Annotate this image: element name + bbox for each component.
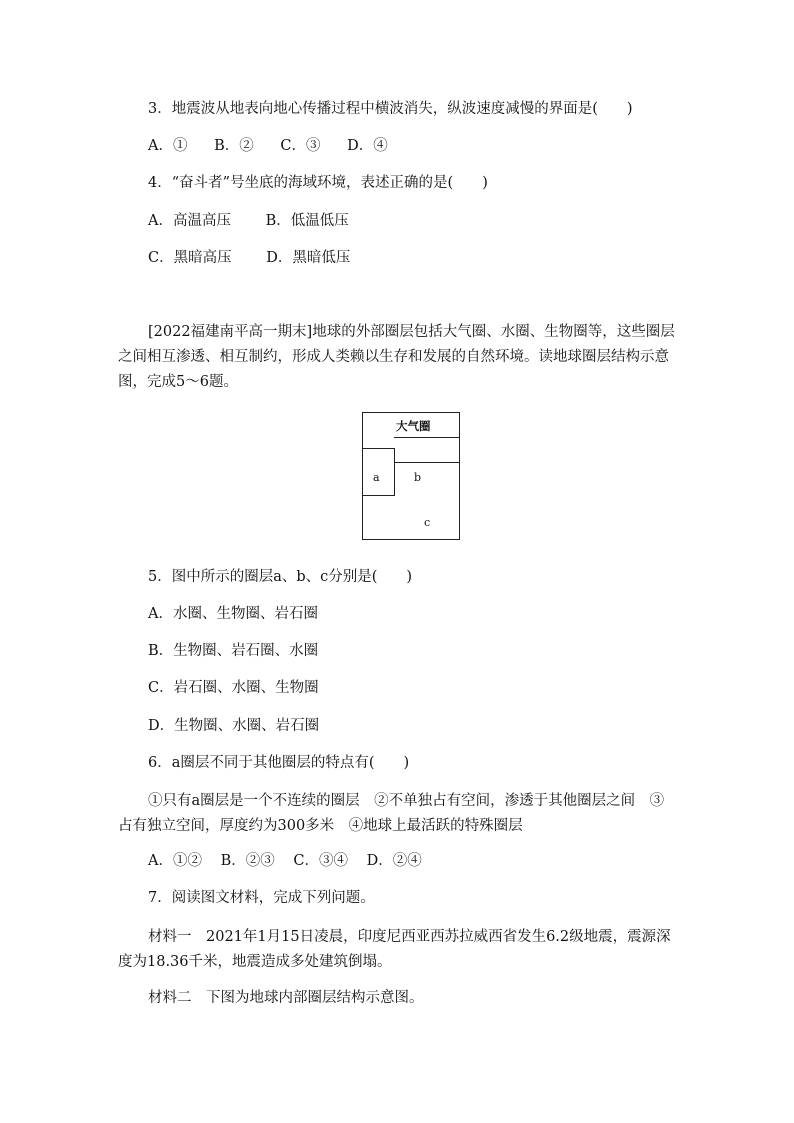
q3-option-c: C．③ xyxy=(280,138,321,154)
q6-options xyxy=(148,851,436,871)
sphere-structure-diagram xyxy=(362,412,460,540)
diagram-line xyxy=(394,462,459,463)
q6-option-d: D．②④ xyxy=(366,853,422,869)
q4-stem: 4．“奋斗者”号坐底的海域环境，表述正确的是( ) xyxy=(148,175,488,191)
q5-stem: 5．图中所示的圈层a、b、c分别是( ) xyxy=(148,569,413,585)
q4-option-b: B．低温低压 xyxy=(265,213,349,229)
q4-option-a: A．高温高压 xyxy=(148,213,231,229)
q7-material-2: 材料二 下图为地球内部圈层结构示意图。 xyxy=(148,990,424,1006)
q5-option-b: B．生物圈、岩石圈、水圈 xyxy=(148,643,319,659)
q4-option-c: C．黑暗高压 xyxy=(148,250,232,266)
q4-options-row-1 xyxy=(148,211,379,231)
diagram-line xyxy=(363,495,395,496)
q7-material-1: 材料一 2021年1月15日凌晨，印度尼西亚西苏拉威西省发生6.2级地震，震源深度为18.36千米，地震造成多处建筑倒塌。 xyxy=(118,929,671,970)
q6-statements: ①只有a圈层是一个不连续的圈层 ②不单独占有空间，渗透于其他圈层之间 ③占有独立空间，厚度约为300多米 ④地球上最活跃的特殊圈层 xyxy=(118,793,665,834)
q4-option-d: D．黑暗低压 xyxy=(266,250,351,266)
q6-option-a: A．①② xyxy=(148,853,202,869)
diagram-title-atmosphere: 大气圈 xyxy=(396,419,431,433)
diagram-line xyxy=(394,437,459,438)
intro-paragraph: [2022福建南平高一期末]地球的外部圈层包括大气圈、水圈、生物圈等，这些圈层之间相互渗透、相互制约，形成人类赖以生存和发展的自然环境。读地球圈层结构示意图，完成5～6题。 xyxy=(118,324,675,390)
q7-stem: 7．阅读图文材料，完成下列问题。 xyxy=(148,890,375,906)
diagram-line xyxy=(363,448,395,449)
q3-option-b: B．② xyxy=(214,138,254,154)
q3-option-d: D．④ xyxy=(347,138,388,154)
q5-option-d: D．生物圈、水圈、岩石圈 xyxy=(148,718,320,734)
q4-options-row-2 xyxy=(148,248,380,268)
diagram-label-c: c xyxy=(424,516,431,529)
q5-option-c: C．岩石圈、水圈、生物圈 xyxy=(148,680,319,696)
diagram-line xyxy=(394,448,395,495)
q6-option-c: C．③④ xyxy=(293,853,348,869)
q3-options xyxy=(148,136,410,156)
q6-stem: 6．a圈层不同于其他圈层的特点有( ) xyxy=(148,755,410,771)
diagram-label-b: b xyxy=(414,471,422,484)
diagram-label-a: a xyxy=(373,471,380,484)
q3-option-a: A．① xyxy=(148,138,188,154)
q5-option-a: A．水圈、生物圈、岩石圈 xyxy=(148,606,318,622)
q3-stem: 3．地震波从地表向地心传播过程中横波消失，纵波速度减慢的界面是( ) xyxy=(148,101,633,117)
q6-option-b: B．②③ xyxy=(220,853,275,869)
